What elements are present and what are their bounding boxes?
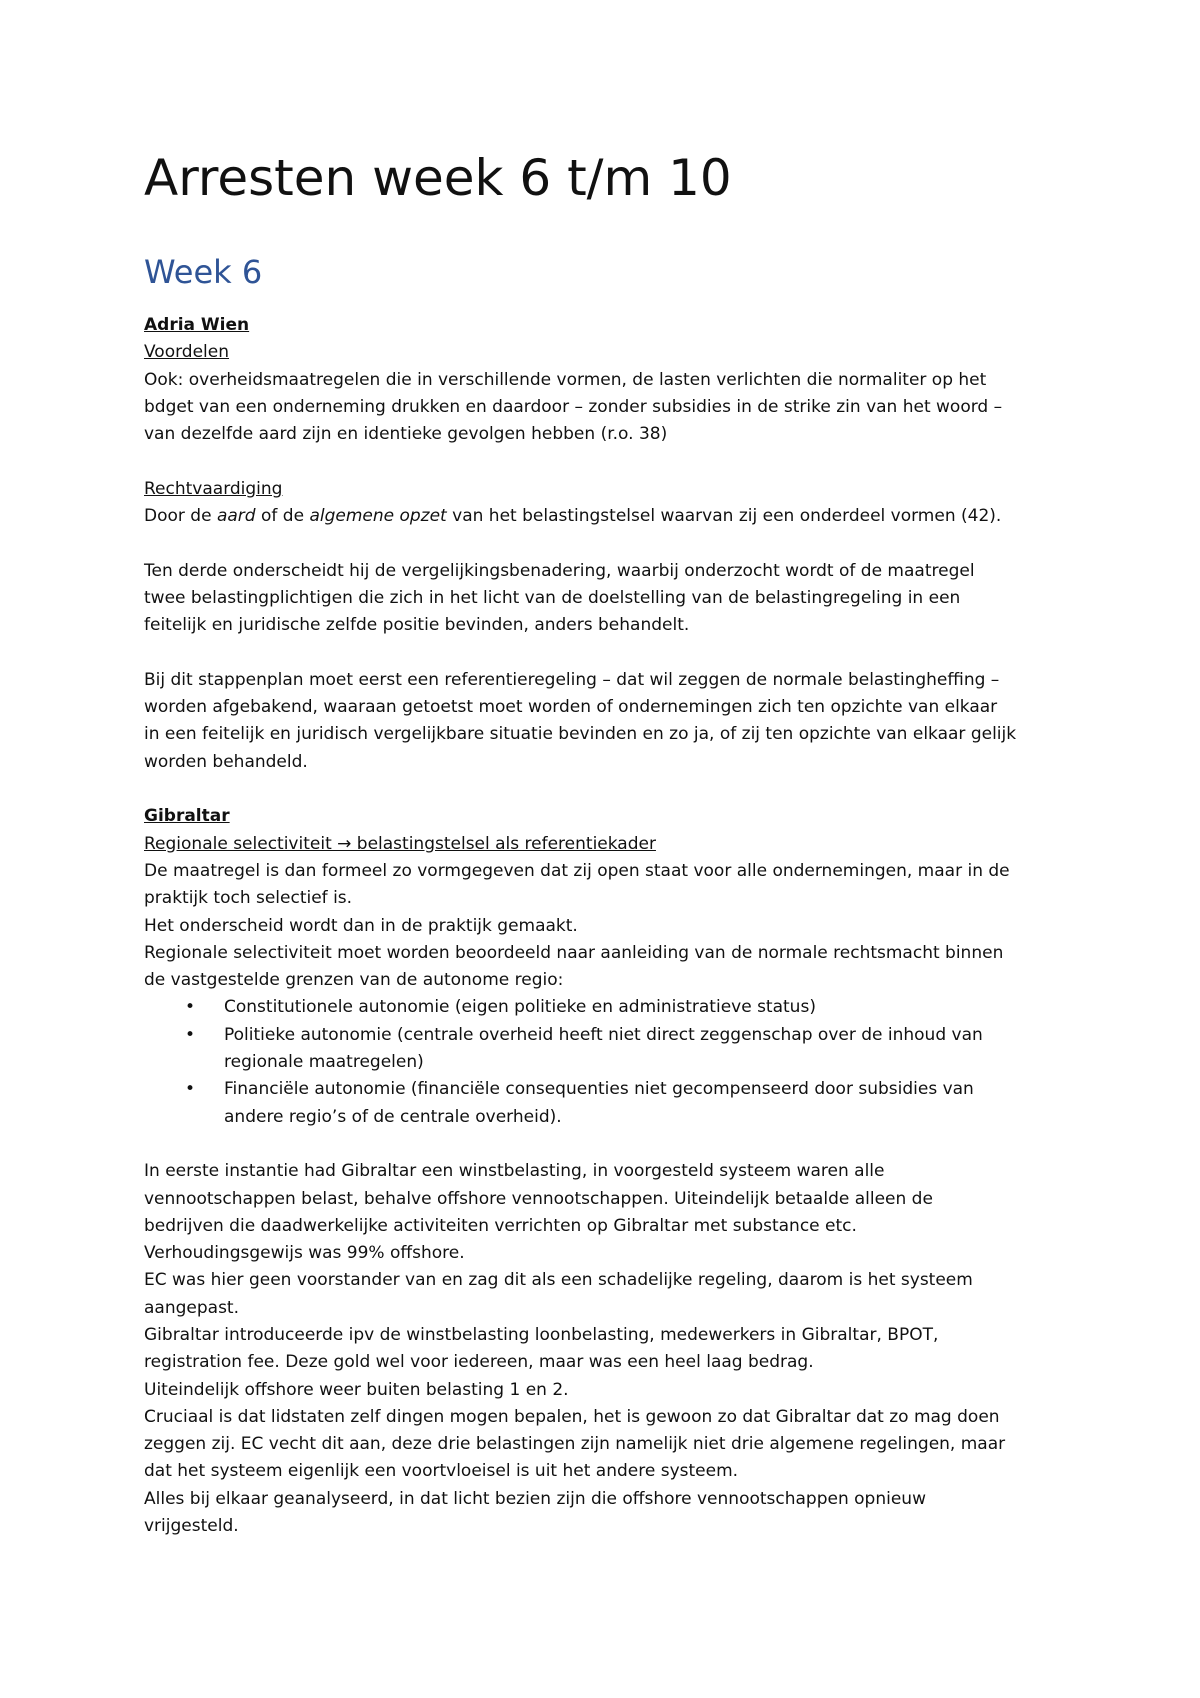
document-title: Arresten week 6 t/m 10 bbox=[144, 149, 732, 207]
bullet-dot-icon: • bbox=[185, 997, 196, 1018]
bullet-item: • Politieke autonomie (centrale overheid heeft niet direct zeggenschap over de inhoud van regionale maatregelen) bbox=[144, 1022, 1074, 1077]
paragraph-line: Regionale selectiviteit moet worden beoordeeld naar aanleiding van de normale rechtsmacht binnen bbox=[144, 942, 1004, 963]
bullet-dot-icon: • bbox=[185, 1079, 196, 1100]
paragraph-line: vrijgesteld. bbox=[144, 1516, 239, 1537]
paragraph-line: EC was hier geen voorstander van en zag dit als een schadelijke regeling, daarom is het systeem bbox=[144, 1270, 973, 1291]
document-content bbox=[144, 148, 1074, 1540]
paragraph-line: In eerste instantie had Gibraltar een winstbelasting, in voorgesteld systeem waren alle bbox=[144, 1161, 885, 1182]
paragraph-line: Verhoudingsgewijs was 99% offshore. bbox=[144, 1243, 465, 1264]
bullet-item: • Financiële autonomie (financiële consequenties niet gecompenseerd door subsidies van andere regio’s of de centrale overheid). bbox=[144, 1076, 1074, 1131]
italic-term-algemene-opzet: algemene opzet bbox=[309, 506, 447, 527]
paragraph-line: Gibraltar introduceerde ipv de winstbelasting loonbelasting, medewerkers in Gibraltar, BPOT, bbox=[144, 1324, 939, 1345]
italic-term-aard: aard bbox=[216, 506, 256, 527]
paragraph-line: registration fee. Deze gold wel voor iedereen, maar was een heel laag bedrag. bbox=[144, 1352, 814, 1373]
case-heading-adria-wien: Adria Wien bbox=[144, 315, 250, 335]
paragraph-line: feitelijk en juridische zelfde positie bevinden, anders behandelt. bbox=[144, 615, 690, 636]
paragraph-line: Ook: overheidsmaatregelen die in verschillende vormen, de lasten verlichten die normaliter op het bbox=[144, 369, 987, 390]
paragraph-line: Cruciaal is dat lidstaten zelf dingen mogen bepalen, het is gewoon zo dat Gibraltar dat zo mag doen bbox=[144, 1406, 1000, 1427]
subheading-voordelen: Voordelen bbox=[144, 342, 230, 363]
rechtvaardiging-line: Door de aard of de algemene opzet van het belastingstelsel waarvan zij een onderdeel vormen (42). bbox=[144, 506, 1002, 527]
bullet-dot-icon: • bbox=[185, 1024, 196, 1045]
section-adria-wien bbox=[144, 312, 1074, 803]
paragraph-line: bedrijven die daadwerkelijke activiteiten verrichten op Gibraltar met substance etc. bbox=[144, 1215, 857, 1236]
paragraph-line: van dezelfde aard zijn en identieke gevolgen hebben (r.o. 38) bbox=[144, 424, 668, 445]
case-heading-gibraltar: Gibraltar bbox=[144, 806, 230, 827]
paragraph-line: Bij dit stappenplan moet eerst een referentieregeling – dat wil zeggen de normale belastingheffing – bbox=[144, 669, 1000, 690]
paragraph-line: Uiteindelijk offshore weer buiten belasting 1 en 2. bbox=[144, 1379, 569, 1400]
paragraph-line: de vastgestelde grenzen van de autonome regio: bbox=[144, 970, 564, 991]
subheading-rechtvaardiging: Rechtvaardiging bbox=[144, 478, 283, 499]
paragraph-line: vennootschappen belast, behalve offshore vennootschappen. Uiteindelijk betaalde alleen de bbox=[144, 1188, 933, 1209]
bullet-item: • Constitutionele autonomie (eigen politieke en administratieve status) bbox=[144, 994, 1074, 1021]
paragraph-line: dat het systeem eigenlijk een voortvloeisel is uit het andere systeem. bbox=[144, 1461, 739, 1482]
paragraph-line: aangepast. bbox=[144, 1297, 239, 1318]
paragraph-line: twee belastingplichtigen die zich in het licht van de doelstelling van de belastingregeling in een bbox=[144, 587, 961, 608]
paragraph-line: worden afgebakend, waaraan getoetst moet worden of ondernemingen zich ten opzichte van elkaar bbox=[144, 697, 998, 718]
paragraph-line: De maatregel is dan formeel zo vormgegeven dat zij open staat voor alle ondernemingen, maar in de bbox=[144, 860, 1010, 881]
week-heading: Week 6 bbox=[144, 253, 263, 291]
paragraph-line: zeggen zij. EC vecht dit aan, deze drie belastingen zijn namelijk niet drie algemene regelingen, maar bbox=[144, 1434, 1006, 1455]
paragraph-line: Alles bij elkaar geanalyseerd, in dat licht bezien zijn die offshore vennootschappen opnieuw bbox=[144, 1488, 926, 1509]
paragraph-line: praktijk toch selectief is. bbox=[144, 888, 353, 909]
paragraph-line: bdget van een onderneming drukken en daardoor – zonder subsidies in de strike zin van het woord – bbox=[144, 396, 1003, 417]
subheading-regionale-selectiviteit: Regionale selectiviteit → belastingstelsel als referentiekader bbox=[144, 833, 656, 854]
section-gibraltar bbox=[144, 803, 1074, 1540]
paragraph-line: Ten derde onderscheidt hij de vergelijkingsbenadering, waarbij onderzocht wordt of de maatregel bbox=[144, 560, 975, 581]
paragraph-line: in een feitelijk en juridisch vergelijkbare situatie bevinden en zo ja, of zij ten opzichte van elkaar gelijk bbox=[144, 724, 1017, 745]
paragraph-line: worden behandeld. bbox=[144, 751, 308, 772]
autonomy-bullet-list bbox=[144, 994, 1074, 1130]
paragraph-line: Het onderscheid wordt dan in de praktijk gemaakt. bbox=[144, 915, 578, 936]
